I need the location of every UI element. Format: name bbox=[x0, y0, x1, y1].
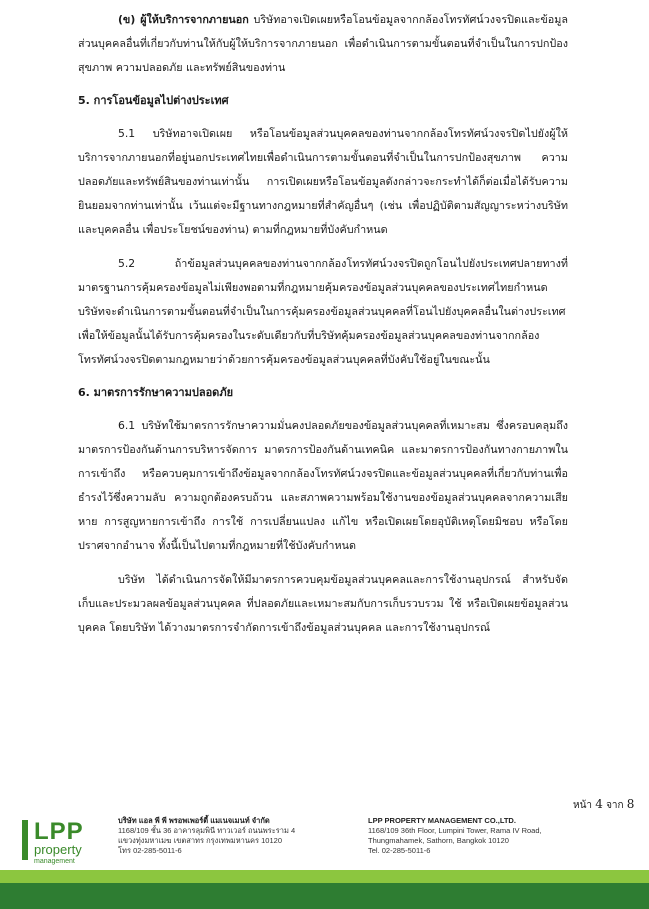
english-phone: Tel. 02-285-5011-6 bbox=[368, 846, 431, 855]
paragraph-5-2: 5.2 ถ้าข้อมูลส่วนบุคคลของท่านจากกล้องโทรทัศน์วงจรปิดถูกโอนไปยังประเทศปลายทางที่มาตรฐานการคุ้มครองข้อมูลไม่เพียงพอตามที่กฎหมายคุ้มครองข้อมูลส่วนบุคคลของประเทศไทยกำหนด บริษัทจะดำเนินการตามขั้นตอนที่จำเป็นในการคุ้มครองข้อมูลส่วนบุคคลที่โอนไปยังบุคคลอื่นในต่างประเทศ เพื่อให้ข้อมูลนั้นได้รับการคุ้มครองในระดับเดียวกับที่บริษัทคุ้มครองข้อมูลส่วนบุคคลของท่านจากกล้องโทรทัศน์วงจรปิดตามกฎหมายว่าด้วยการคุ้มครองข้อมูลส่วนบุคคลที่บังคับใช้อยู่ในขณะนั้น bbox=[78, 257, 568, 366]
page-prefix: หน้า bbox=[573, 800, 593, 811]
page-total: 8 bbox=[626, 797, 635, 811]
document-body bbox=[78, 8, 568, 640]
thai-address-line-2: แขวงทุ่งมหาเมฆ เขตสาทร กรุงเทพมหานคร 10120 bbox=[118, 836, 282, 845]
english-address-line-1: 1168/109 36th Floor, Lumpini Tower, Rama IV Road, bbox=[368, 826, 542, 835]
paragraph-6-1: 6.1 บริษัทใช้มาตรการรักษาความมั่นคงปลอดภัยของข้อมูลส่วนบุคคลที่เหมาะสม ซึ่งครอบคลุมถึงมาตรการป้องกันด้านการบริหารจัดการ มาตรการป้องกันด้านเทคนิค และมาตรการป้องกันทางกายภาพในการเข้าถึง หรือควบคุมการเข้าถึงข้อมูลจากกล้องโทรทัศน์วงจรปิดและข้อมูลส่วนบุคคลที่เกี่ยวกับท่านเพื่อธำรงไว้ซึ่งความลับ ความถูกต้องครบถ้วน และสภาพความพร้อมใช้งานของข้อมูลส่วนบุคคลจากความเสียหาย การสูญหายการเข้าถึง การใช้ การเปลี่ยนแปลง แก้ไข หรือเปิดเผยโดยอุบัติเหตุโดยมิชอบ หรือโดยปราศจากอำนาจ ทั้งนี้เป็นไปตามที่กฎหมายที่ใช้บังคับกำหนด bbox=[78, 419, 568, 552]
vendor-label: (ข) ผู้ให้บริการจากภายนอก bbox=[118, 13, 249, 26]
section-6-heading: 6. มาตรการรักษาความปลอดภัย bbox=[78, 386, 234, 399]
logo-lpp: LPP bbox=[34, 818, 84, 845]
thai-phone: โทร 02-285-5011-6 bbox=[118, 846, 182, 855]
footer bbox=[0, 810, 649, 909]
paragraph-6-2: บริษัท ได้ดำเนินการจัดให้มีมาตรการควบคุมข้อมูลส่วนบุคคลและการใช้งานอุปกรณ์ สำหรับจัดเก็บและประมวลผลข้อมูลส่วนบุคคล ที่ปลอดภัยและเหมาะสมกับการเก็บรวบรวม ใช้ หรือเปิดเผยข้อมูลส่วนบุคคล โดยบริษัท ได้วางมาตรการจำกัดการเข้าถึงข้อมูลส่วนบุคคล และการใช้งานอุปกรณ์ bbox=[78, 573, 568, 634]
thai-company-name: บริษัท แอล พี พี พรอพเพอร์ตี้ แมเนจเมนท์ จำกัด bbox=[118, 816, 270, 825]
english-company-name: LPP PROPERTY MANAGEMENT CO.,LTD. bbox=[368, 816, 516, 825]
address-thai bbox=[118, 816, 295, 856]
logo-property: property bbox=[34, 842, 82, 857]
address-english bbox=[368, 816, 542, 856]
section-5-heading: 5. การโอนข้อมูลไปต่างประเทศ bbox=[78, 94, 229, 107]
page-of: จาก bbox=[606, 800, 624, 811]
vendor-text: บริษัทอาจเปิดเผยหรือโอนข้อมูลจากกล้องโทรทัศน์วงจรปิดและข้อมูลส่วนบุคคลอื่นที่เกี่ยวกับท่านให้กับผู้ให้บริการจากภายนอก เพื่อดำเนินการตามขั้นตอนที่จำเป็นในการปกป้องสุขภาพ ความปลอดภัย และทรัพย์สินของท่าน bbox=[78, 13, 568, 74]
footer-stripe-light bbox=[0, 870, 649, 883]
logo-management: management bbox=[34, 858, 75, 865]
paragraph-5-1: 5.1 บริษัทอาจเปิดเผย หรือโอนข้อมูลส่วนบุคคลของท่านจากกล้องโทรทัศน์วงจรปิดไปยังผู้ให้บริการจากภายนอกที่อยู่นอกประเทศไทยเพื่อดำเนินการตามขั้นตอนที่จำเป็นในการปกป้องสุขภาพ ความปลอดภัยและทรัพย์สินของท่านเท่านั้น การเปิดเผยหรือโอนข้อมูลดังกล่าวจะกระทำได้ก็ต่อเมื่อได้รับความยินยอมจากท่านเท่านั้น เว้นแต่จะมีฐานทางกฎหมายที่สำคัญอื่นๆ (เช่น เพื่อปฏิบัติตามสัญญาระหว่างบริษัท และบุคคลอื่น เพื่อประโยชน์ของท่าน) ตามที่กฎหมายที่บังคับกำหนด bbox=[78, 127, 568, 236]
paragraph-vendor bbox=[78, 8, 568, 80]
english-address-line-2: Thungmahamek, Sathorn, Bangkok 10120 bbox=[368, 836, 509, 845]
page-current: 4 bbox=[595, 797, 603, 811]
thai-address-line-1: 1168/109 ชั้น 36 อาคารลุมพินี ทาวเวอร์ ถนนพระราม 4 bbox=[118, 826, 296, 835]
footer-stripe-dark bbox=[0, 883, 649, 909]
logo-bar bbox=[22, 820, 28, 860]
